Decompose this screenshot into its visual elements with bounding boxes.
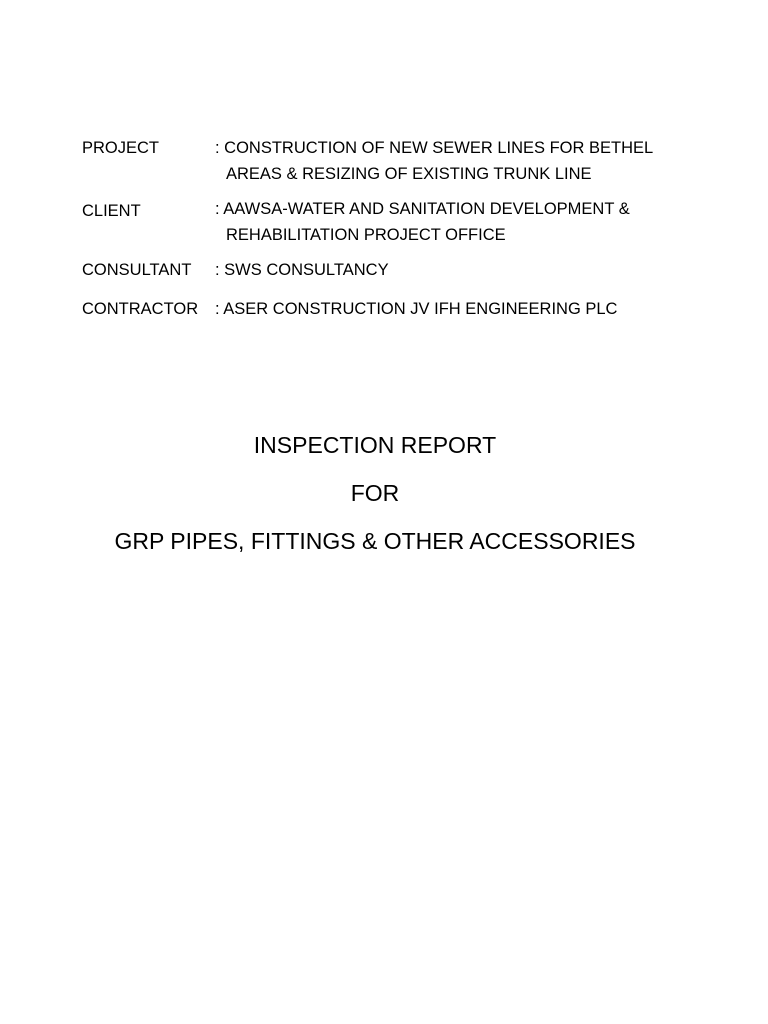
project-info-block xyxy=(82,135,722,322)
contractor-value-line-1: : ASER CONSTRUCTION JV IFH ENGINEERING PLC xyxy=(215,300,618,318)
report-title-line-3: GRP PIPES, FITTINGS & OTHER ACCESSORIES xyxy=(114,528,636,554)
client-row xyxy=(82,196,722,248)
consultant-label: CONSULTANT xyxy=(82,261,192,279)
contractor-value xyxy=(215,296,722,322)
client-value xyxy=(215,196,722,248)
consultant-row xyxy=(82,257,722,283)
report-title-line-2: FOR xyxy=(350,480,400,506)
project-value-line-1: : CONSTRUCTION OF NEW SEWER LINES FOR BETHEL xyxy=(215,139,654,157)
project-value xyxy=(215,135,722,187)
contractor-row xyxy=(82,296,722,322)
project-label: PROJECT xyxy=(82,139,160,157)
report-title xyxy=(0,421,750,565)
report-title-line-1: INSPECTION REPORT xyxy=(253,432,497,458)
contractor-label: CONTRACTOR xyxy=(82,300,199,318)
client-label: CLIENT xyxy=(82,202,141,220)
client-value-line-2: REHABILITATION PROJECT OFFICE xyxy=(226,226,506,244)
project-row xyxy=(82,135,722,187)
consultant-value-line-1: : SWS CONSULTANCY xyxy=(215,261,389,279)
consultant-value xyxy=(215,257,722,283)
client-value-line-1: : AAWSA-WATER AND SANITATION DEVELOPMENT & xyxy=(215,200,630,218)
project-value-line-2: AREAS & RESIZING OF EXISTING TRUNK LINE xyxy=(226,165,592,183)
